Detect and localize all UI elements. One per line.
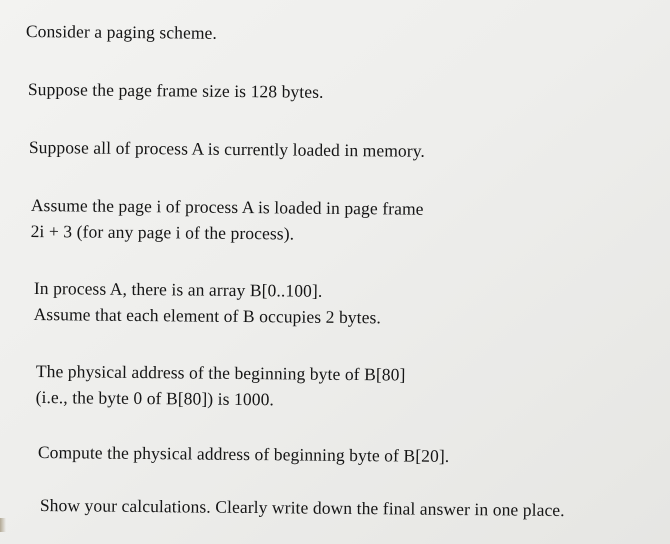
paragraph-question <box>38 439 450 469</box>
text-line: Show your calculations. Clearly write down the final answer in one place. <box>39 494 565 521</box>
paragraph-page-mapping <box>31 192 424 248</box>
paragraph-process-loaded <box>29 134 425 164</box>
paragraph-frame-size <box>28 76 324 105</box>
text-line: Suppose all of process A is currently loaded in memory. <box>28 136 426 161</box>
paragraph-intro <box>26 18 217 46</box>
text-line: Assume that each element of B occupies 2 bytes. <box>33 303 382 328</box>
text-line: 2i + 3 (for any page i of the process). <box>30 220 295 244</box>
paragraph-instructions <box>40 492 565 523</box>
text-line: Assume the page i of process A is loaded in page frame <box>30 194 424 219</box>
paragraph-array <box>34 275 382 330</box>
text-line: The physical address of the beginning byte of B[80] <box>35 360 406 385</box>
page-edge-mark <box>0 518 6 532</box>
text-line: Consider a paging scheme. <box>25 20 218 43</box>
text-line: (i.e., the byte 0 of B[80]) is 1000. <box>35 386 275 410</box>
paragraph-physical-address <box>36 358 406 414</box>
text-line: Compute the physical address of beginning byte of B[20]. <box>37 441 450 466</box>
text-line: Suppose the page frame size is 128 bytes. <box>27 78 324 102</box>
text-line: In process A, there is an array B[0..100]. <box>33 277 323 301</box>
